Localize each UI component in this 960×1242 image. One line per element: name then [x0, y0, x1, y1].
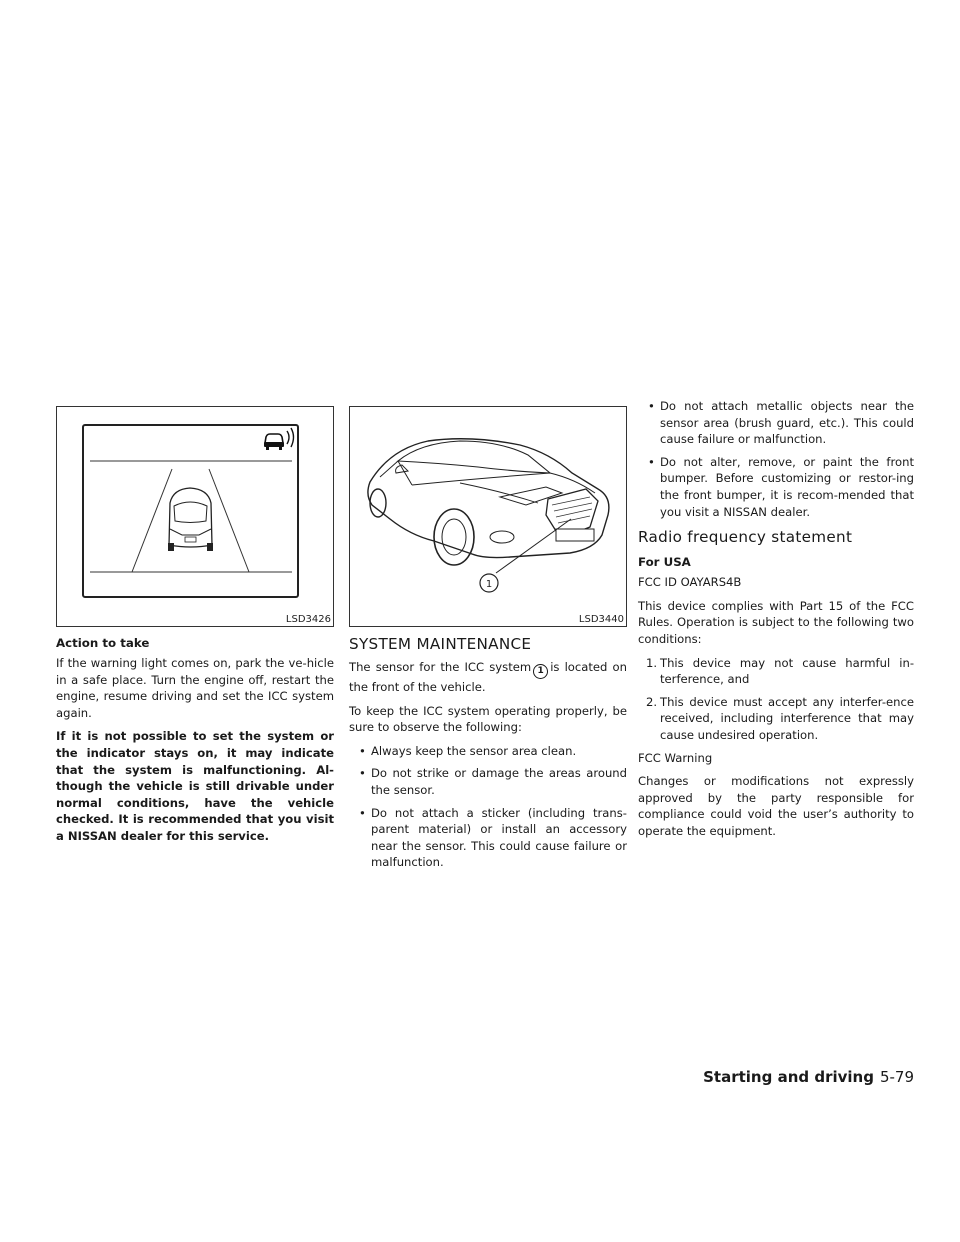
- column-right: [638, 399, 914, 846]
- malfunction-paragraph: If it is not possible to set the system or the indicator stays on, it may indicate that the system is malfunctioning. Al-though the vehicle is still drivable under normal conditions, have the vehicle checked. It is recommended that you visit a NISSAN dealer for this service.: [56, 729, 334, 843]
- callout-number: 1: [485, 579, 493, 590]
- figure-sensor-location: [349, 406, 627, 627]
- radio-frequency-title: Radio frequency statement: [638, 528, 853, 547]
- figure-code: LSD3440: [578, 614, 624, 625]
- fcc-warning-label: FCC Warning: [638, 750, 713, 765]
- observe-paragraph: To keep the ICC system operating properly, be sure to observe the following:: [349, 703, 627, 735]
- fcc-id: FCC ID OAYARS4B: [638, 575, 742, 590]
- action-heading: Action to take: [56, 636, 150, 650]
- compliance-paragraph: This device complies with Part 15 of the FCC Rules. Operation is subject to the following two conditions:: [638, 598, 914, 646]
- figure-code: LSD3426: [285, 614, 331, 625]
- column-left: [56, 406, 334, 852]
- list-item: 2. This device must accept any interfer-ence received, including interference that may cause undesired operation.: [646, 694, 914, 742]
- section-title: SYSTEM MAINTENANCE: [349, 635, 532, 653]
- list-item: • Do not attach a sticker (including trans-parent material) or install an accessory near the sensor. This could cause failure or malfunction.: [349, 805, 627, 871]
- usa-subheading: For USA: [638, 555, 691, 570]
- marker-circle-1: 1: [533, 664, 548, 679]
- list-item: • Do not attach metallic objects near the sensor area (brush guard, etc.). This could cause failure or malfunction.: [638, 398, 914, 448]
- sensor-location-paragraph: The sensor for the ICC system 1 is located on the front of the vehicle.: [349, 660, 628, 694]
- list-item: • Do not alter, remove, or paint the front bumper. Before customizing or restor-ing the front bumper, it is recom-mended that you visit a NISSAN dealer.: [638, 454, 914, 520]
- conditions-list: [638, 655, 914, 744]
- page-number: 5-79: [879, 1068, 914, 1086]
- column-middle: [349, 406, 627, 877]
- list-item: • Do not strike or damage the areas around the sensor.: [349, 765, 627, 798]
- list-item: 1. This device may not cause harmful in-terference, and: [646, 655, 914, 687]
- icc-warning-icon: [264, 428, 294, 450]
- figure-warning-display: [56, 406, 334, 627]
- page-footer: [703, 1067, 914, 1087]
- maintenance-list-continued: [638, 398, 914, 520]
- display-illustration: [57, 407, 333, 626]
- maintenance-list: [349, 743, 627, 871]
- action-paragraph: If the warning light comes on, park the ve-hicle in a safe place. Turn the engine off, restart the engine, resume driving and set the ICC system again.: [56, 656, 334, 720]
- vehicle-illustration: [350, 407, 626, 626]
- section-name: Starting and driving: [703, 1068, 874, 1086]
- list-item: • Always keep the sensor area clean.: [349, 743, 627, 760]
- fcc-warning-paragraph: Changes or modifications not expressly approved by the party responsible for compliance could void the user’s authority to operate the equipment.: [638, 774, 914, 838]
